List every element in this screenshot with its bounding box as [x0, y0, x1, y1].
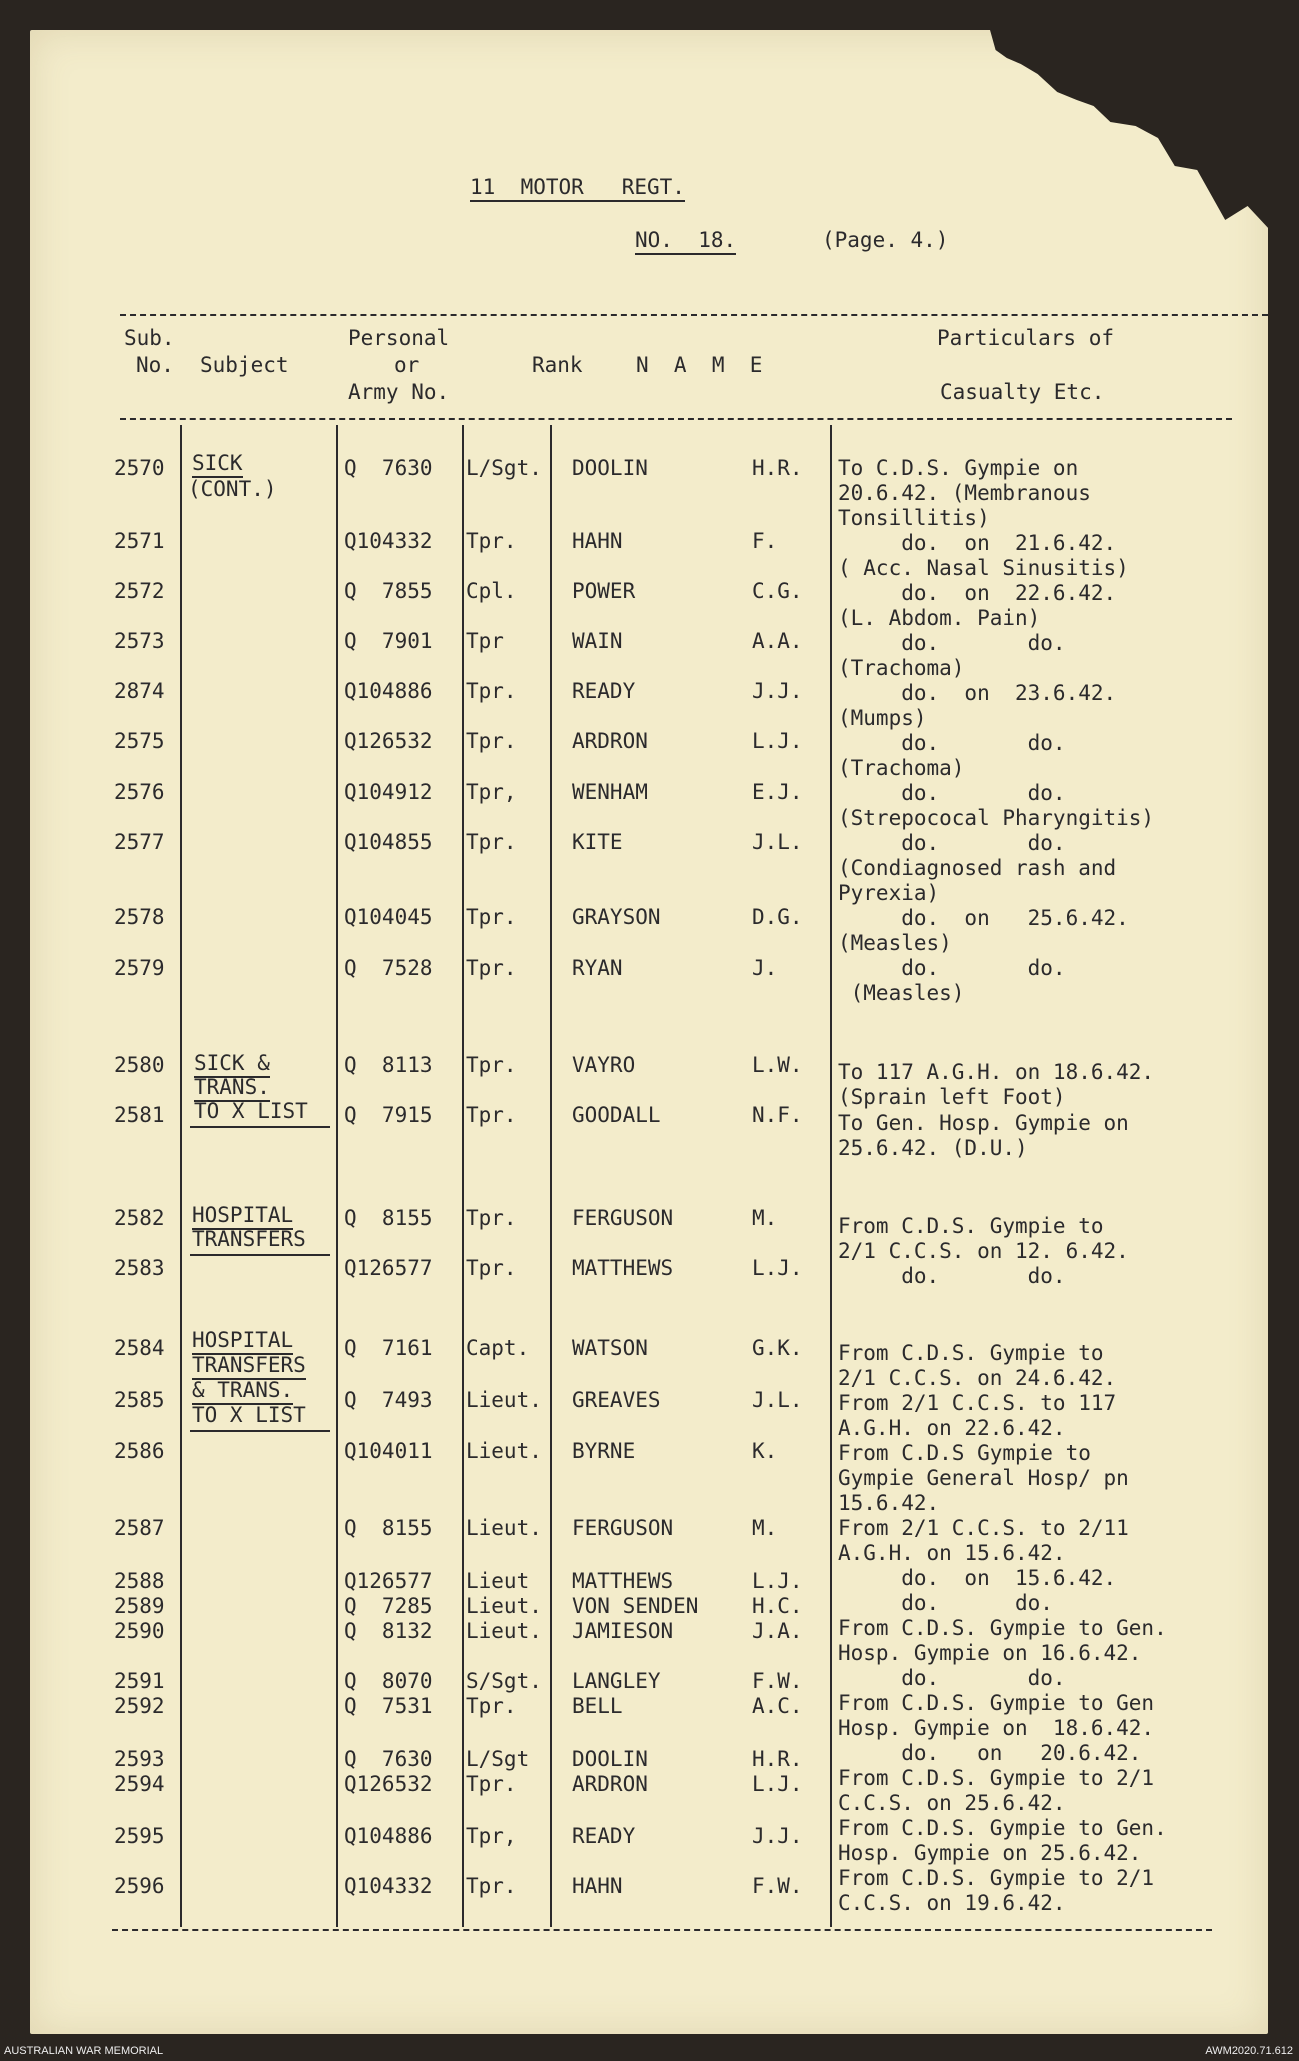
entry-army-no: Q 8070: [344, 1669, 433, 1693]
entry-initials: M.: [752, 1206, 778, 1230]
entry-initials: F.: [752, 529, 778, 553]
entry-surname: DOOLIN: [572, 1747, 648, 1771]
entry-rank: Tpr.: [466, 729, 517, 753]
particulars-line: 15.6.42.: [838, 1491, 940, 1515]
entry-initials: J.J.: [752, 679, 803, 703]
entry-sub-no: 2874: [114, 679, 165, 703]
particulars-line: From C.D.S. Gympie to Gen.: [838, 1616, 1167, 1640]
entry-sub-no: 2586: [114, 1439, 165, 1463]
entry-initials: J.: [752, 956, 778, 980]
col-name: N A M E: [636, 353, 763, 377]
entry-sub-no: 2596: [114, 1874, 165, 1898]
entry-army-no: Q104332: [344, 1874, 433, 1898]
entry-rank: Lieut.: [466, 1594, 542, 1618]
entry-rank: Tpr.: [466, 830, 517, 854]
particulars-line: A.G.H. on 15.6.42.: [838, 1541, 1066, 1565]
entry-initials: J.L.: [752, 830, 803, 854]
entry-sub-no: 2594: [114, 1772, 165, 1796]
particulars-line: From C.D.S. Gympie to Gen: [838, 1691, 1155, 1715]
entry-surname: MATTHEWS: [572, 1569, 674, 1593]
rule-header: [120, 418, 1232, 420]
entry-army-no: Q 7161: [344, 1336, 433, 1360]
particulars-line: do. on 15.6.42.: [838, 1566, 1117, 1590]
entry-army-no: Q104886: [344, 1824, 433, 1848]
entry-surname: READY: [572, 679, 636, 703]
entry-initials: H.R.: [752, 1747, 803, 1771]
footer-left: AUSTRALIAN WAR MEMORIAL: [4, 2045, 164, 2057]
entry-initials: H.C.: [752, 1594, 803, 1618]
entry-rank: Lieut.: [466, 1516, 542, 1540]
entry-surname: FERGUSON: [572, 1516, 674, 1540]
entry-rank: L/Sgt: [466, 1747, 530, 1771]
entry-initials: A.C.: [752, 1694, 803, 1718]
entry-surname: VAYRO: [572, 1053, 636, 1077]
particulars-line: From C.D.S. Gympie to 2/1: [838, 1766, 1155, 1790]
entry-army-no: Q126577: [344, 1569, 433, 1593]
particulars-line: (Condiagnosed rash and: [838, 856, 1117, 880]
entry-sub-no: 2585: [114, 1388, 165, 1412]
entry-army-no: Q104045: [344, 905, 433, 929]
entry-army-no: Q 7493: [344, 1388, 433, 1412]
entry-surname: WENHAM: [572, 780, 648, 804]
entry-rank: Lieut.: [466, 1619, 542, 1643]
entry-sub-no: 2572: [114, 579, 165, 603]
entry-rank: Tpr.: [466, 1103, 517, 1127]
rule-bottom: [112, 1929, 1212, 1931]
particulars-line: From C.D.S. Gympie to: [838, 1341, 1104, 1365]
particulars-line: Hosp. Gympie on 25.6.42.: [838, 1841, 1142, 1865]
entry-surname: GOODALL: [572, 1103, 661, 1127]
rule-subject-sick-trans: [190, 1126, 330, 1128]
entry-sub-no: 2571: [114, 529, 165, 553]
particulars-line: do. on 20.6.42.: [838, 1741, 1142, 1765]
particulars-line: From 2/1 C.C.S. to 117: [838, 1391, 1117, 1415]
entry-initials: A.A.: [752, 629, 803, 653]
col-particulars-2: Casualty Etc.: [940, 380, 1105, 404]
particulars-line: (Mumps): [838, 706, 927, 730]
entry-army-no: Q 7285: [344, 1594, 433, 1618]
entry-initials: C.G.: [752, 579, 803, 603]
entry-initials: D.G.: [752, 905, 803, 929]
entry-surname: MATTHEWS: [572, 1256, 674, 1280]
entry-initials: G.K.: [752, 1336, 803, 1360]
particulars-line: Tonsillitis): [838, 506, 990, 530]
rule-rank: [550, 425, 552, 1927]
entry-army-no: Q126532: [344, 729, 433, 753]
particulars-line: C.C.S. on 19.6.42.: [838, 1891, 1066, 1915]
entry-initials: L.W.: [752, 1053, 803, 1077]
page-number: (Page. 4.): [822, 228, 949, 252]
unit-title: 11 MOTOR REGT.: [470, 177, 685, 202]
entry-rank: Tpr: [466, 629, 504, 653]
entry-sub-no: 2577: [114, 830, 165, 854]
rule-top: [120, 314, 1268, 316]
entry-rank: Cpl.: [466, 579, 517, 603]
particulars-line: 2/1 C.C.S. on 24.6.42.: [838, 1366, 1117, 1390]
entry-initials: L.J.: [752, 1256, 803, 1280]
particulars-line: Hosp. Gympie on 18.6.42.: [838, 1716, 1155, 1740]
entry-army-no: Q104855: [344, 830, 433, 854]
order-number: NO. 18.: [635, 230, 736, 255]
entry-surname: ARDRON: [572, 1772, 648, 1796]
entry-initials: K.: [752, 1439, 778, 1463]
entry-army-no: Q 8132: [344, 1619, 433, 1643]
entry-rank: L/Sgt.: [466, 456, 542, 480]
entry-army-no: Q104332: [344, 529, 433, 553]
entry-rank: Tpr.: [466, 905, 517, 929]
entry-surname: VON SENDEN: [572, 1594, 699, 1618]
particulars-line: From C.D.S Gympie to: [838, 1441, 1091, 1465]
entry-initials: M.: [752, 1516, 778, 1540]
particulars-line: From C.D.S. Gympie to 2/1: [838, 1866, 1155, 1890]
particulars-line: do. on 23.6.42.: [838, 681, 1117, 705]
col-personal-3: Army No.: [348, 380, 450, 404]
entry-sub-no: 2595: [114, 1824, 165, 1848]
particulars-line: (L. Abdom. Pain): [838, 606, 1041, 630]
particulars-line: do. do.: [838, 1264, 1066, 1288]
particulars-line: (Strepococal Pharyngitis): [838, 806, 1155, 830]
particulars-line: Pyrexia): [838, 881, 940, 905]
entry-sub-no: 2575: [114, 729, 165, 753]
entry-sub-no: 2582: [114, 1206, 165, 1230]
entry-initials: F.W.: [752, 1669, 803, 1693]
entry-initials: L.J.: [752, 1772, 803, 1796]
entry-rank: Tpr,: [466, 780, 517, 804]
entry-surname: DOOLIN: [572, 456, 648, 480]
entry-surname: FERGUSON: [572, 1206, 674, 1230]
particulars-line: From 2/1 C.C.S. to 2/11: [838, 1516, 1129, 1540]
entry-initials: J.L.: [752, 1388, 803, 1412]
entry-rank: Tpr.: [466, 1874, 517, 1898]
entry-initials: H.R.: [752, 456, 803, 480]
entry-initials: L.J.: [752, 1569, 803, 1593]
entry-initials: N.F.: [752, 1103, 803, 1127]
rule-subject-hospital-transfers: [190, 1254, 330, 1256]
col-personal-1: Personal: [348, 326, 450, 350]
particulars-line: 25.6.42. (D.U.): [838, 1136, 1028, 1160]
entry-initials: L.J.: [752, 729, 803, 753]
entry-army-no: Q 7531: [344, 1694, 433, 1718]
entry-rank: Capt.: [466, 1336, 530, 1360]
entry-surname: WAIN: [572, 629, 623, 653]
entry-rank: Tpr.: [466, 1772, 517, 1796]
particulars-line: To Gen. Hosp. Gympie on: [838, 1111, 1129, 1135]
entry-surname: GRAYSON: [572, 905, 661, 929]
entry-surname: BELL: [572, 1694, 623, 1718]
entry-surname: LANGLEY: [572, 1669, 661, 1693]
rule-subject-hospital-transfers-trans: [190, 1430, 330, 1432]
entry-army-no: Q126532: [344, 1772, 433, 1796]
col-rank: Rank: [532, 353, 583, 377]
entry-army-no: Q 7528: [344, 956, 433, 980]
footer-right: AWM2020.71.612: [1205, 2045, 1293, 2057]
entry-rank: Tpr.: [466, 529, 517, 553]
entry-army-no: Q 7855: [344, 579, 433, 603]
entry-sub-no: 2587: [114, 1516, 165, 1540]
entry-initials: J.J.: [752, 1824, 803, 1848]
rule-army: [462, 425, 464, 1927]
col-sub-no-2: No.: [136, 353, 174, 377]
entry-initials: F.W.: [752, 1874, 803, 1898]
particulars-line: 20.6.42. (Membranous: [838, 481, 1091, 505]
particulars-line: To 117 A.G.H. on 18.6.42.: [838, 1060, 1155, 1084]
entry-sub-no: 2579: [114, 956, 165, 980]
entry-sub-no: 2589: [114, 1594, 165, 1618]
particulars-line: do. do.: [838, 831, 1066, 855]
col-particulars-1: Particulars of: [937, 326, 1115, 350]
particulars-line: (Measles): [838, 981, 965, 1005]
particulars-line: do. on 25.6.42.: [838, 906, 1129, 930]
entry-rank: Tpr.: [466, 1206, 517, 1230]
entry-surname: GREAVES: [572, 1388, 661, 1412]
entry-sub-no: 2591: [114, 1669, 165, 1693]
entry-rank: S/Sgt.: [466, 1669, 542, 1693]
entry-sub-no: 2570: [114, 456, 165, 480]
rule-name: [830, 425, 832, 1927]
entry-initials: E.J.: [752, 780, 803, 804]
entry-sub-no: 2592: [114, 1694, 165, 1718]
entry-surname: ARDRON: [572, 729, 648, 753]
entry-army-no: Q 7630: [344, 456, 433, 480]
entry-sub-no: 2581: [114, 1103, 165, 1127]
particulars-line: do. do.: [838, 631, 1066, 655]
particulars-line: ( Acc. Nasal Sinusitis): [838, 556, 1129, 580]
particulars-line: (Trachoma): [838, 756, 965, 780]
particulars-line: Hosp. Gympie on 16.6.42.: [838, 1641, 1142, 1665]
entry-initials: J.A.: [752, 1619, 803, 1643]
particulars-line: do. on 21.6.42.: [838, 531, 1117, 555]
entry-rank: Tpr,: [466, 1824, 517, 1848]
particulars-line: (Measles): [838, 931, 952, 955]
particulars-line: 2/1 C.C.S. on 12. 6.42.: [838, 1239, 1129, 1263]
col-subject: Subject: [200, 353, 289, 377]
particulars-line: do. do.: [838, 1666, 1066, 1690]
entry-army-no: Q104912: [344, 780, 433, 804]
particulars-line: do. do.: [838, 1591, 1053, 1615]
particulars-line: To C.D.S. Gympie on: [838, 456, 1079, 480]
entry-rank: Lieut: [466, 1569, 530, 1593]
entry-sub-no: 2590: [114, 1619, 165, 1643]
entry-army-no: Q104886: [344, 679, 433, 703]
col-personal-2: or: [394, 353, 420, 377]
entry-rank: Lieut.: [466, 1388, 542, 1412]
particulars-line: From C.D.S. Gympie to: [838, 1214, 1104, 1238]
entry-rank: Tpr.: [466, 1053, 517, 1077]
entry-surname: READY: [572, 1824, 636, 1848]
entry-surname: RYAN: [572, 956, 623, 980]
entry-sub-no: 2583: [114, 1256, 165, 1280]
entry-sub-no: 2580: [114, 1053, 165, 1077]
entry-rank: Tpr.: [466, 1256, 517, 1280]
entry-rank: Tpr.: [466, 956, 517, 980]
entry-surname: WATSON: [572, 1336, 648, 1360]
entry-surname: BYRNE: [572, 1439, 636, 1463]
entry-surname: POWER: [572, 579, 636, 603]
entry-army-no: Q126577: [344, 1256, 433, 1280]
entry-army-no: Q 7630: [344, 1747, 433, 1771]
entry-sub-no: 2573: [114, 629, 165, 653]
particulars-line: do. do.: [838, 781, 1066, 805]
particulars-line: (Trachoma): [838, 656, 965, 680]
particulars-line: C.C.S. on 25.6.42.: [838, 1791, 1066, 1815]
particulars-line: From C.D.S. Gympie to Gen.: [838, 1816, 1167, 1840]
entry-sub-no: 2576: [114, 780, 165, 804]
entry-army-no: Q 8155: [344, 1206, 433, 1230]
entry-surname: KITE: [572, 830, 623, 854]
col-sub-no-1: Sub.: [124, 326, 175, 350]
rule-sub: [180, 425, 182, 1927]
entry-rank: Lieut.: [466, 1439, 542, 1463]
entry-army-no: Q 8155: [344, 1516, 433, 1540]
entry-rank: Tpr.: [466, 1694, 517, 1718]
particulars-line: A.G.H. on 22.6.42.: [838, 1416, 1066, 1440]
particulars-line: do. do.: [838, 956, 1066, 980]
entry-sub-no: 2588: [114, 1569, 165, 1593]
entry-sub-no: 2578: [114, 905, 165, 929]
entry-army-no: Q 8113: [344, 1053, 433, 1077]
entry-rank: Tpr.: [466, 679, 517, 703]
entry-surname: HAHN: [572, 1874, 623, 1898]
entry-sub-no: 2584: [114, 1336, 165, 1360]
particulars-line: (Sprain left Foot): [838, 1085, 1066, 1109]
entry-surname: HAHN: [572, 529, 623, 553]
particulars-line: do. on 22.6.42.: [838, 581, 1117, 605]
rule-subject: [336, 425, 338, 1927]
entry-surname: JAMIESON: [572, 1619, 674, 1643]
entry-army-no: Q104011: [344, 1439, 433, 1463]
entry-army-no: Q 7915: [344, 1103, 433, 1127]
entry-army-no: Q 7901: [344, 629, 433, 653]
particulars-line: do. do.: [838, 731, 1066, 755]
entry-sub-no: 2593: [114, 1747, 165, 1771]
particulars-line: Gympie General Hosp/ pn: [838, 1466, 1129, 1490]
